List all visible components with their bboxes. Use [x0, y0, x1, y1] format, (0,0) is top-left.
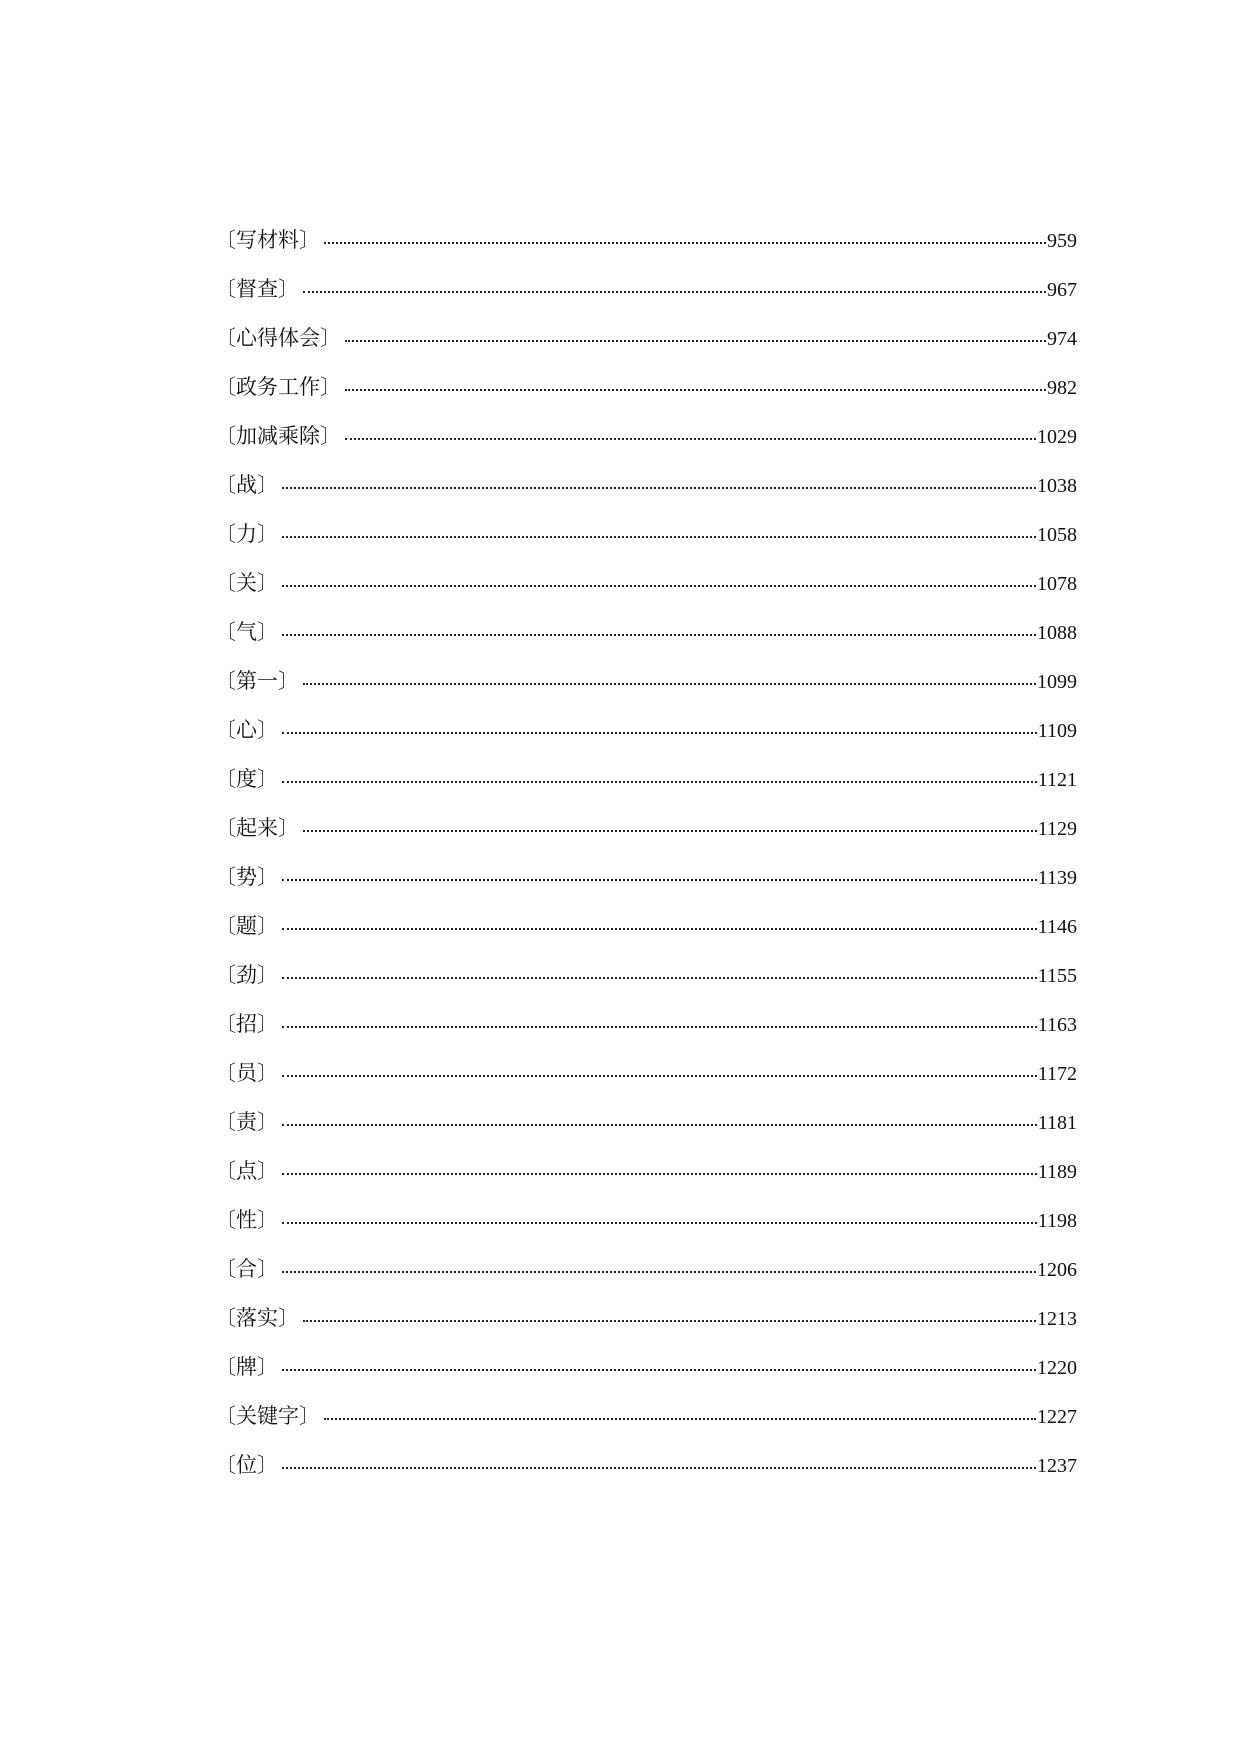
toc-entry-page-number: 1227 — [1037, 1406, 1077, 1428]
toc-entry-page-number: 1237 — [1037, 1455, 1077, 1477]
toc-entry[interactable] — [215, 520, 1077, 569]
toc-entry-title: 〔战〕 — [215, 473, 278, 497]
dot-leader — [303, 291, 1046, 293]
toc-entry[interactable] — [215, 765, 1077, 814]
toc-entry-title: 〔落实〕 — [215, 1306, 299, 1330]
dot-leader — [282, 1467, 1036, 1469]
toc-entry-title: 〔心〕 — [215, 718, 278, 742]
toc-entry-title: 〔度〕 — [215, 767, 278, 791]
dot-leader — [282, 1369, 1036, 1371]
toc-entry-title: 〔督查〕 — [215, 277, 299, 301]
toc-entry-page-number: 1058 — [1037, 524, 1077, 546]
toc-entry-title: 〔位〕 — [215, 1453, 278, 1477]
dot-leader — [303, 1320, 1036, 1322]
toc-entry[interactable] — [215, 1010, 1077, 1059]
table-of-contents — [215, 226, 1077, 1500]
toc-entry-page-number: 1139 — [1037, 867, 1077, 889]
toc-entry-page-number: 982 — [1047, 377, 1077, 399]
toc-entry-title: 〔力〕 — [215, 522, 278, 546]
toc-entry-title: 〔第一〕 — [215, 669, 299, 693]
toc-entry[interactable] — [215, 912, 1077, 961]
toc-entry[interactable] — [215, 275, 1077, 324]
toc-entry[interactable] — [215, 1451, 1077, 1500]
toc-entry[interactable] — [215, 422, 1077, 471]
toc-entry-title: 〔势〕 — [215, 865, 278, 889]
dot-leader — [282, 585, 1036, 587]
toc-entry-page-number: 1109 — [1037, 720, 1077, 742]
toc-entry-page-number: 959 — [1047, 230, 1077, 252]
dot-leader — [282, 1173, 1037, 1175]
dot-leader — [282, 487, 1036, 489]
toc-entry-page-number: 1121 — [1037, 769, 1077, 791]
toc-entry[interactable] — [215, 1108, 1077, 1157]
toc-entry[interactable] — [215, 716, 1077, 765]
dot-leader — [324, 1418, 1036, 1420]
toc-entry-title: 〔招〕 — [215, 1012, 278, 1036]
toc-entry-title: 〔员〕 — [215, 1061, 278, 1085]
toc-entry-page-number: 1220 — [1037, 1357, 1077, 1379]
toc-entry-title: 〔合〕 — [215, 1257, 278, 1281]
toc-entry-title: 〔气〕 — [215, 620, 278, 644]
toc-entry-page-number: 1029 — [1037, 426, 1077, 448]
toc-entry[interactable] — [215, 863, 1077, 912]
toc-entry[interactable] — [215, 814, 1077, 863]
toc-entry[interactable] — [215, 1059, 1077, 1108]
dot-leader — [303, 830, 1037, 832]
toc-entry-page-number: 974 — [1047, 328, 1077, 350]
toc-entry[interactable] — [215, 1157, 1077, 1206]
toc-entry-title: 〔关〕 — [215, 571, 278, 595]
dot-leader — [282, 1026, 1037, 1028]
toc-entry-page-number: 1198 — [1037, 1210, 1077, 1232]
dot-leader — [282, 928, 1037, 930]
toc-entry-title: 〔心得体会〕 — [215, 326, 341, 350]
dot-leader — [282, 977, 1037, 979]
toc-entry-page-number: 1206 — [1037, 1259, 1077, 1281]
toc-entry-title: 〔写材料〕 — [215, 228, 320, 252]
dot-leader — [345, 389, 1046, 391]
toc-entry-title: 〔劲〕 — [215, 963, 278, 987]
toc-entry-page-number: 1088 — [1037, 622, 1077, 644]
dot-leader — [324, 242, 1046, 244]
toc-entry-title: 〔责〕 — [215, 1110, 278, 1134]
toc-entry[interactable] — [215, 569, 1077, 618]
toc-entry-title: 〔政务工作〕 — [215, 375, 341, 399]
toc-entry[interactable] — [215, 618, 1077, 667]
toc-entry-page-number: 1163 — [1037, 1014, 1077, 1036]
toc-entry-title: 〔关键字〕 — [215, 1404, 320, 1428]
toc-entry-page-number: 1078 — [1037, 573, 1077, 595]
dot-leader — [345, 438, 1036, 440]
toc-entry-title: 〔题〕 — [215, 914, 278, 938]
toc-entry[interactable] — [215, 1255, 1077, 1304]
toc-entry-page-number: 1099 — [1037, 671, 1077, 693]
dot-leader — [282, 1271, 1036, 1273]
toc-entry-page-number: 1172 — [1037, 1063, 1077, 1085]
toc-entry[interactable] — [215, 1304, 1077, 1353]
toc-entry-page-number: 1181 — [1037, 1112, 1077, 1134]
toc-entry[interactable] — [215, 324, 1077, 373]
dot-leader — [345, 340, 1046, 342]
toc-entry-page-number: 1038 — [1037, 475, 1077, 497]
dot-leader — [282, 781, 1037, 783]
toc-entry[interactable] — [215, 471, 1077, 520]
toc-entry[interactable] — [215, 961, 1077, 1010]
toc-entry[interactable] — [215, 1353, 1077, 1402]
dot-leader — [282, 634, 1036, 636]
toc-entry[interactable] — [215, 1206, 1077, 1255]
toc-entry[interactable] — [215, 226, 1077, 275]
toc-entry-page-number: 967 — [1047, 279, 1077, 301]
toc-entry-page-number: 1146 — [1037, 916, 1077, 938]
toc-entry-title: 〔牌〕 — [215, 1355, 278, 1379]
toc-entry-page-number: 1129 — [1037, 818, 1077, 840]
toc-entry-title: 〔性〕 — [215, 1208, 278, 1232]
toc-entry-title: 〔起来〕 — [215, 816, 299, 840]
toc-entry-page-number: 1189 — [1037, 1161, 1077, 1183]
toc-entry-page-number: 1155 — [1037, 965, 1077, 987]
toc-entry[interactable] — [215, 1402, 1077, 1451]
dot-leader — [303, 683, 1036, 685]
toc-entry-title: 〔加减乘除〕 — [215, 424, 341, 448]
dot-leader — [282, 536, 1036, 538]
toc-entry[interactable] — [215, 667, 1077, 716]
toc-entry-page-number: 1213 — [1037, 1308, 1077, 1330]
dot-leader — [282, 732, 1037, 734]
toc-entry-title: 〔点〕 — [215, 1159, 278, 1183]
toc-entry[interactable] — [215, 373, 1077, 422]
dot-leader — [282, 1222, 1037, 1224]
dot-leader — [282, 879, 1037, 881]
dot-leader — [282, 1075, 1037, 1077]
dot-leader — [282, 1124, 1037, 1126]
